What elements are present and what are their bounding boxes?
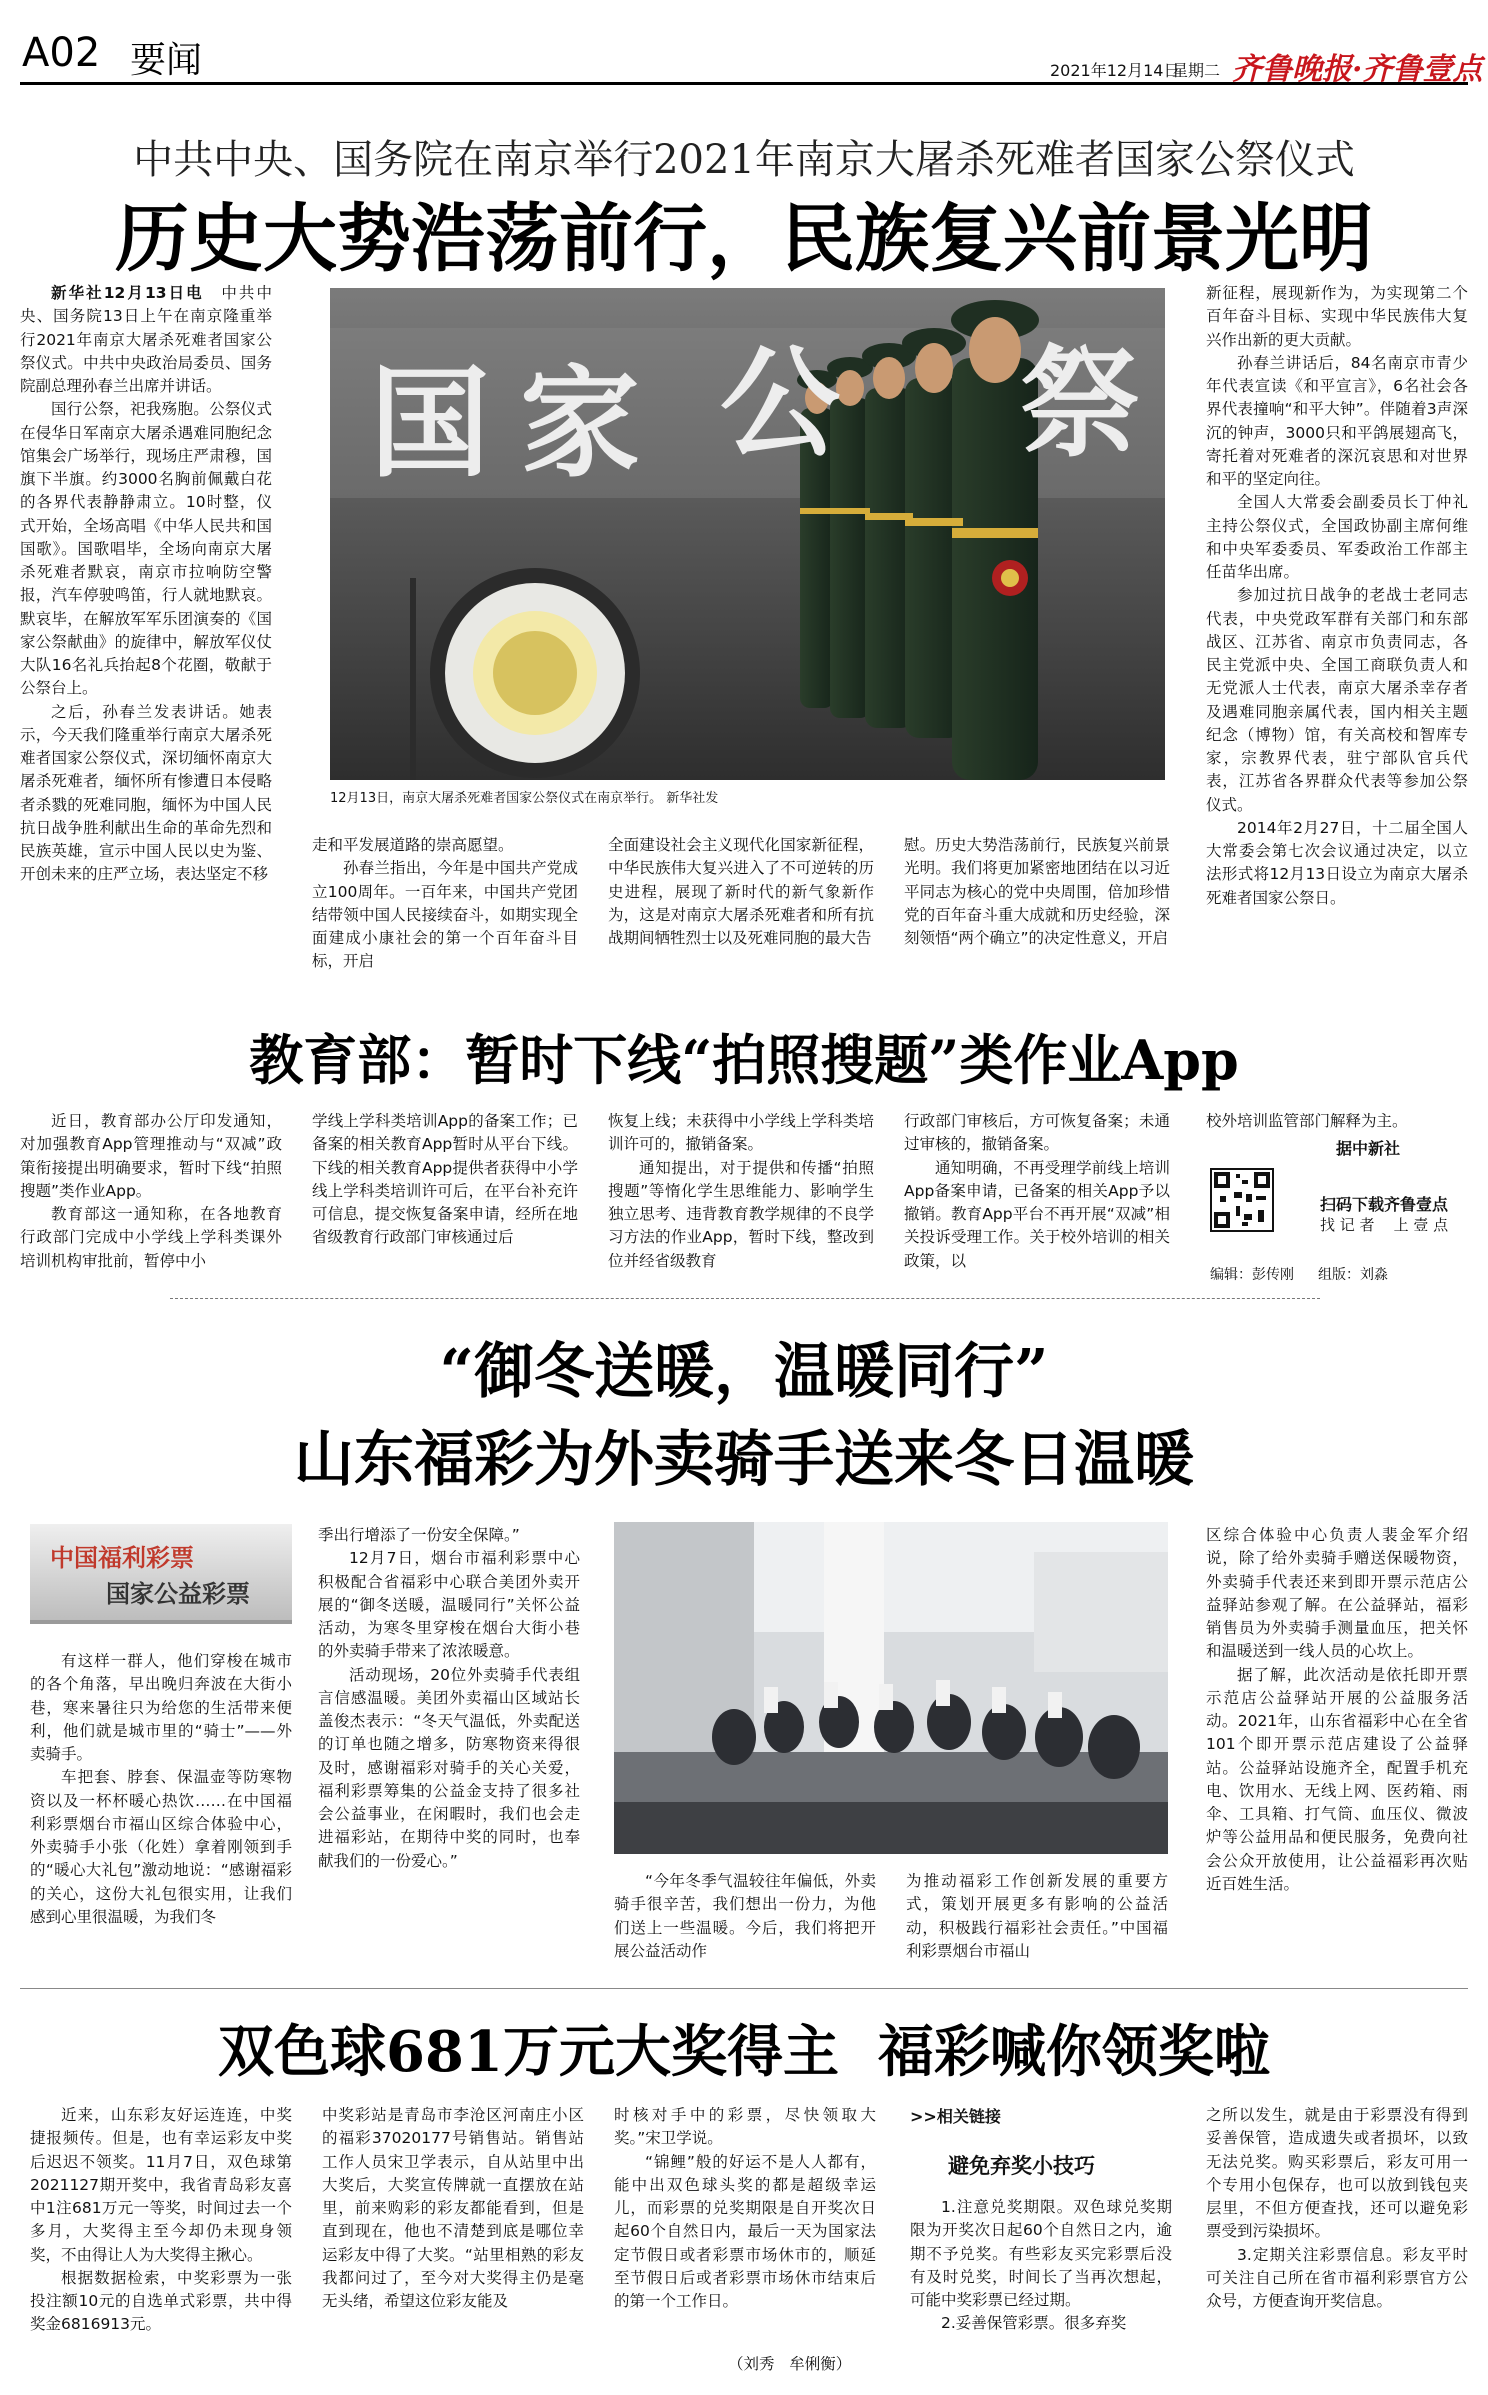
story1-col1	[20, 282, 272, 946]
story3-col4: 为推动福彩工作创新发展的重要方式，策划开展更多有影响的公益活动，积极践行福彩社会责任。”中国福利彩票烟台市福山	[906, 1872, 1168, 1960]
photo-wall-char: 公	[720, 333, 840, 474]
header-rule	[20, 82, 1468, 85]
story3-col3: “今年冬季气温较往年偏低，外卖骑手很辛苦，我们想出一份力，为他们送上一些温暖。今后，我们将把开展公益活动作	[614, 1872, 876, 1960]
story3-headline-line1: “御冬送暖，温暖同行”	[439, 1337, 1049, 1407]
story1-kicker: 中共中央、国务院在南京举行2021年南京大屠杀死难者国家公祭仪式	[133, 137, 1355, 183]
section-rule	[20, 1988, 1468, 1989]
qr-caption-line1: 扫码下载齐鲁壹点	[1320, 1195, 1449, 1214]
logo-line2: 国家公益彩票	[106, 1579, 250, 1608]
section-name: 要闻	[130, 40, 203, 81]
qr-code-icon	[1212, 1170, 1272, 1230]
riders-photo-image	[614, 1522, 1168, 1854]
story2-col1: 近日，教育部办公厅印发通知，对加强教育App管理推动与“双减”政策衔接提出明确要求，暂时下线“拍照搜题”类作业App。 教育部这一通知称，在各地教育行政部门完成中小学线上学科类课外培训机构审批前，暂停中小	[20, 1112, 282, 1270]
photo-caption: 12月13日，南京大屠杀死难者国家公祭仪式在南京举行。 新华社发	[330, 791, 719, 806]
story1-dateline: 新华社12月13日电	[51, 284, 204, 302]
related-label: >>相关链接	[910, 2107, 1001, 2126]
welfare-lottery-logo	[30, 1524, 292, 1624]
story1-col5: 新征程，展现新作为，为实现第二个百年奋斗目标、实现中华民族伟大复兴作出新的更大贡献。 孙春兰讲话后，84名南京市青少年代表宣读《和平宣言》，6名社会各界代表撞响“和平大钟”。伴随着3声深沉的钟声，3000只和平鸽展翅高飞，寄托着对死难者的深沉哀思和对世界和平的坚定向往。 全国人大常委会副委员长丁仲礼主持公祭仪式，全国政协副主席何维和中央军委委员、军委政治工作部主任苗华出席。 参加过抗日战争的老战士老同志代表，中央党政军群有关部门和东部战区、江苏省、南京市负责同志，各民主党派中央、全国工商联负责人和无党派人士代表，南京大屠杀幸存者及遇难同胞亲属代表，国内相关主题纪念（博物）馆，有关高校和智库专家，宗教界代表，驻宁部队官兵代表，江苏省各界群众代表等参加公祭仪式。 2014年2月27日，十二届全国人大常委会第七次会议通过决定，以立法形式将12月13日设立为南京大屠杀死难者国家公祭日。	[1206, 284, 1468, 907]
section-divider	[170, 1298, 1320, 1299]
page-header	[0, 0, 1488, 87]
ceremony-photo	[330, 288, 1165, 780]
story4-col5: 之所以发生，就是由于彩票没有得到妥善保管，造成遗失或者损坏，以致无法兑奖。购买彩票后，彩友可用一个专用小包保存，也可以放到钱包夹层里，不但方便查找，还可以避免彩票受到污染损坏。 3.定期关注彩票信息。彩友平时可关注自己所在省市福利彩票官方公众号，方便查询开奖信息。	[1206, 2106, 1468, 2310]
brand-name: 齐鲁晚报	[1232, 52, 1352, 87]
story4-col3: 时核对手中的彩票，尽快领取大奖。”宋卫学说。 “锦鲤”般的好运不是人人都有，能中出双色球头奖的都是超级幸运儿，而彩票的兑奖期限是自开奖次日起60个自然日内，最后一天为国家法定节假日或者彩票市场休市的，顺延至节假日后或者彩票市场休市结束后的第一个工作日。	[614, 2106, 876, 2310]
tips-box-title: 避免弃奖小技巧	[948, 2154, 1095, 2178]
brand-app-name: 齐鲁壹点	[1362, 52, 1483, 87]
story2-headline: 教育部：暂时下线“拍照搜题”类作业App	[249, 1028, 1239, 1092]
story1-headline: 历史大势浩荡前行，民族复兴前景光明	[115, 196, 1373, 282]
page-code: A02	[22, 30, 101, 76]
story2-col3: 恢复上线；未获得中小学线上学科类培训许可的，撤销备案。 通知提出，对于提供和传播“拍照搜题”等惰化学生思维能力、影响学生独立思考、违背教育教学规律的不良学习方法的作业App，暂时下线，整改到位并经省级教育	[608, 1112, 874, 1270]
photo-wall-char: 家	[520, 353, 640, 494]
brand-separator: ·	[1352, 52, 1363, 87]
issue-date: 2021年12月14日	[1050, 61, 1180, 80]
story1-para: 国行公祭，祀我殇胞。公祭仪式在侵华日军南京大屠杀遇难同胞纪念馆集会广场举行，现场庄严肃穆，国旗下半旗。约3000名胸前佩戴白花的各界代表静静肃立。10时整，仪式开始，全场高唱《中华人民共和国国歌》。国歌唱毕，全场向南京大屠杀死难者默哀，南京市拉响防空警报，汽车停驶鸣笛，行人就地默哀。默哀毕，在解放军军乐团演奏的《国家公祭献曲》的旋律中，解放军仪仗大队16名礼兵抬起8个花圈，敬献于公祭台上。	[20, 400, 272, 698]
story3-col5: 区综合体验中心负责人裴金军介绍说，除了给外卖骑手赠送保暖物资，外卖骑手代表还来到即开票示范店公益驿站参观了解。在公益驿站，福彩销售员为外卖骑手测量血压，把关怀和温暖送到一线人员的心坎上。 据了解，此次活动是依托即开票示范店公益驿站开展的公益服务活动。2021年，山东省福彩中心在全省101个即开票示范店建设了公益驿站。公益驿站设施齐全，配置手机充电、饮用水、无线上网、医药箱、雨伞、工具箱、打气筒、血压仪、微波炉等公益用品和便民服务，免费向社会公众开放使用，让公益福彩再次贴近百姓生活。	[1206, 1526, 1468, 1893]
logo-line1: 中国福利彩票	[50, 1543, 194, 1572]
story2-col4: 行政部门审核后，方可恢复备案；未通过审核的，撤销备案。 通知明确，不再受理学前线上培训App备案申请，已备案的相关App予以撤销。教育App平台不再开展“双减”相关投诉受理工作。关于校外培训的相关政策，以	[904, 1112, 1170, 1270]
story4-headline: 双色球681万元大奖得主 福彩喊你领奖啦	[218, 2019, 1270, 2085]
story3-headline-line2: 山东福彩为外卖骑手送来冬日温暖	[294, 1425, 1194, 1495]
story1-para: 之后，孙春兰发表讲话。她表示，今天我们隆重举行南京大屠杀死难者国家公祭仪式，深切缅怀南京大屠杀死难者，缅怀所有惨遭日本侵略者杀戮的死难同胞，缅怀为中国人民抗日战争胜利献出生命的革命先烈和民族英雄，宣示中国人民以史为鉴、开创未来的庄严立场，表达坚定不移	[20, 702, 272, 884]
story1-col3: 全面建设社会主义现代化国家新征程，中华民族伟大复兴进入了不可逆转的历史进程，展现了新时代的新气象新作为，这是对南京大屠杀死难者和所有抗战期间牺牲烈士以及死难同胞的最大告	[608, 836, 874, 947]
story4-col2: 中奖彩站是青岛市李沧区河南庄小区的福彩37020177号销售站。销售站工作人员宋卫学表示，自从站里中出大奖后，大奖宣传牌就一直摆放在站里，前来购彩的彩友都能看到，但是直到现在，他也不清楚到底是哪位幸运彩友中得了大奖。“站里相熟的彩友我都问过了，至今对大奖得主仍是毫无头绪，希望这位彩友能及	[322, 2106, 584, 2310]
photo-wall-char: 祭	[1020, 333, 1140, 474]
story4-col1: 近来，山东彩友好运连连，中奖捷报频传。但是，也有幸运彩友中奖后迟迟不领奖。11月7日，双色球第2021127期开奖中，我省青岛彩友喜中1注681万元一等奖，时间过去一个多月，大奖得主至今却仍未现身领奖，不由得让人为大奖得主揪心。 根据数据检索，中奖彩票为一张投注额10元的自选单式彩票，共中得奖金6816913元。	[30, 2106, 292, 2334]
issue-weekday: 星期二	[1172, 61, 1221, 80]
story3-col2: 季出行增添了一份安全保障。” 12月7日，烟台市福利彩票中心积极配合省福彩中心联合美团外卖开展的“御冬送暖，温暖同行”关怀公益活动，为寒冬里穿梭在烟台大街小巷的外卖骑手带来了浓浓暖意。 活动现场，20位外卖骑手代表组言信感温暖。美团外卖福山区域站长盖俊杰表示：“冬天气温低，外卖配送的订单也随之增多，防寒物资来得很及时，感谢福彩对骑手的关心关爱，福利彩票筹集的公益金支持了很多社会公益事业，在闲暇时，我们也会走进福彩站，在期待中奖的同时，也奉献我们的一份爱心。”	[318, 1526, 580, 1870]
story4-byline: （刘秀 牟俐衡）	[728, 2355, 852, 2373]
story2-source: 据中新社	[1336, 1139, 1401, 1158]
story1-para: 新华社12月13日电 中共中央、国务院13日上午在南京隆重举行2021年南京大屠杀死难者国家公祭仪式。中共中央政治局委员、国务院副总理孙春兰出席并讲话。	[20, 284, 272, 395]
qr-caption-line2: 找 记 者 上 壹 点	[1320, 1216, 1449, 1234]
riders-photo	[614, 1522, 1168, 1854]
photo-wall-char: 国	[370, 353, 490, 494]
story3-col1: 有这样一群人，他们穿梭在城市的各个角落，早出晚归奔波在大街小巷，寒来暑往只为给您的生活带来便利，他们就是城市里的“骑士”——外卖骑手。 车把套、脖套、保温壶等防寒物资以及一杯杯暖心热饮……在中国福利彩票烟台市福山区综合体验中心，外卖骑手小张（化姓）拿着刚领到手的“暖心大礼包”激动地说：“感谢福彩的关心，这份大礼包很实用，让我们感到心里很温暖，为我们冬	[30, 1652, 292, 1926]
story1-col2: 走和平发展道路的崇高愿望。 孙春兰指出，今年是中国共产党成立100周年。一百年来，中国共产党团结带领中国人民接续奋斗，如期实现全面建成小康社会的第一个百年奋斗目标，开启	[312, 836, 578, 971]
story2-col5: 校外培训监管部门解释为主。	[1206, 1112, 1408, 1130]
editor-credit: 编辑：彭传刚	[1210, 1267, 1294, 1283]
story1-col4: 慰。历史大势浩荡前行，民族复兴前景光明。我们将更加紧密地团结在以习近平同志为核心的党中央周围，倍加珍惜党的百年奋斗重大成就和历史经验，深刻领悟“两个确立”的决定性意义，开启	[904, 836, 1170, 947]
designer-credit: 组版：刘淼	[1318, 1267, 1388, 1283]
tips-box: 1.注意兑奖期限。双色球兑奖期限为开奖次日起60个自然日之内，逾期不予兑奖。有些彩友买完彩票后没有及时兑奖，时间长了当再次想起，可能中奖彩票已经过期。 2.妥善保管彩票。很多弃奖	[910, 2198, 1172, 2333]
qr-code[interactable]	[1210, 1168, 1274, 1232]
story2-col2: 学线上学科类培训App的备案工作；已备案的相关教育App暂时从平台下线。下线的相关教育App提供者获得中小学线上学科类培训许可后，在平台补充许可信息，提交恢复备案申请，经所在地省级教育行政部门审核通过后	[312, 1112, 578, 1247]
